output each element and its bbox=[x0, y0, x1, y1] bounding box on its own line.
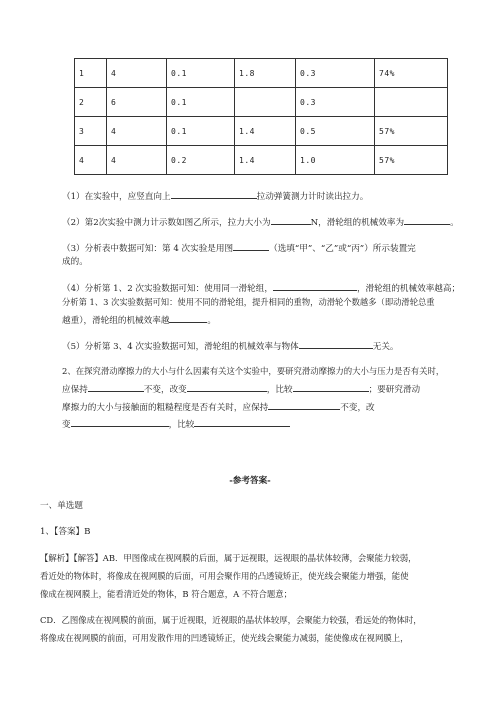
question-2 bbox=[62, 215, 459, 229]
explanation-line: 将像成在视网膜的前面，可用发散作用的凹透镜矫正，使光线会聚能力减弱，能使像成在视网膜上， bbox=[40, 633, 409, 643]
question-text: 越重），滑轮组的机械效率越 bbox=[62, 316, 170, 326]
problem-2-line2 bbox=[62, 382, 420, 396]
answer-blank[interactable] bbox=[169, 313, 207, 323]
question-text: （2）第2次实验中测力计示数如图乙所示，拉力大小为 bbox=[62, 218, 271, 228]
answer-1: 1、【答案】B bbox=[40, 527, 91, 537]
table-row bbox=[75, 59, 448, 88]
question-3-cont bbox=[62, 257, 88, 268]
question-text: 。 bbox=[450, 218, 459, 228]
question-text: 摩擦力的大小与接触面的粗糙程度是否有关时，应保持 bbox=[62, 403, 269, 413]
problem-2-line3 bbox=[62, 400, 375, 414]
question-text: （1）在实验中，应竖直向上 bbox=[62, 192, 171, 202]
table-cell bbox=[235, 88, 296, 117]
table-cell: 57% bbox=[375, 146, 448, 175]
answer-blank[interactable] bbox=[88, 382, 144, 392]
answer-blank[interactable] bbox=[293, 382, 369, 392]
problem-2-line4 bbox=[62, 417, 290, 431]
table-row bbox=[75, 117, 448, 146]
table-cell: 0.5 bbox=[296, 117, 375, 146]
problem-2-line1 bbox=[62, 366, 444, 377]
table-cell: 6 bbox=[107, 88, 167, 117]
question-text: ，滑轮组的机械效率越高； bbox=[356, 284, 461, 294]
table-row bbox=[75, 88, 448, 117]
question-3 bbox=[62, 241, 416, 255]
question-text: 分析第 1、3 次实验数据可知：使用不同的滑轮组，提升相同的重物，动滑轮个数越多（即动滑轮总重 bbox=[62, 297, 435, 307]
question-text: 2、在探究滑动摩擦力的大小与什么因素有关这个实验中，要研究滑动摩擦力的大小与压力是否有关时， bbox=[62, 366, 445, 376]
question-text: ，比较 bbox=[168, 420, 195, 430]
table-row bbox=[75, 146, 448, 175]
answer-blank[interactable] bbox=[171, 189, 257, 199]
table-cell: 1.0 bbox=[296, 146, 375, 175]
table-cell: 4 bbox=[107, 117, 167, 146]
experiment-data-table bbox=[74, 58, 448, 175]
answer-blank[interactable] bbox=[271, 215, 311, 225]
table-cell: 1 bbox=[75, 59, 107, 88]
question-text: 不变，改变 bbox=[143, 385, 187, 395]
answer-blank[interactable] bbox=[233, 241, 269, 251]
question-text: 。 bbox=[207, 316, 217, 326]
table-cell: 0.3 bbox=[296, 59, 375, 88]
question-text: 应保持 bbox=[62, 385, 88, 395]
question-text: ，比较 bbox=[266, 385, 293, 395]
question-5 bbox=[62, 339, 399, 353]
answer-blank[interactable] bbox=[268, 400, 340, 410]
answer-blank[interactable] bbox=[299, 339, 373, 349]
explanation-line: 像成在视网膜上，能看清近处的物体，B 符合题意，A 不符合题意； bbox=[40, 589, 293, 599]
table-cell: 3 bbox=[75, 117, 107, 146]
table-cell: 1.4 bbox=[235, 146, 296, 175]
explanation-line: 【解析】【解答】AB．甲图像成在视网膜的后面，属于远视眼，远视眼的晶状体较薄，会聚能力较弱， bbox=[40, 553, 417, 563]
question-4-line2 bbox=[62, 297, 435, 308]
answer-blank[interactable] bbox=[71, 417, 169, 427]
question-text: （4）分析第 1、2 次实验数据可知：使用同一滑轮组， bbox=[62, 284, 273, 294]
question-text: N，滑轮组的机械效率为 bbox=[310, 218, 405, 228]
answer-blank[interactable] bbox=[273, 281, 357, 291]
answer-blank[interactable] bbox=[404, 215, 450, 225]
table-cell bbox=[375, 88, 448, 117]
table-cell: 0.2 bbox=[167, 146, 235, 175]
table-cell: 0.3 bbox=[296, 88, 375, 117]
question-text: 拉动弹簧测力计时读出拉力。 bbox=[256, 192, 369, 202]
table-cell: 4 bbox=[75, 146, 107, 175]
question-text: ；要研究滑动 bbox=[368, 385, 421, 395]
question-text: （3）分析表中数据可知：第 4 次实验是用图 bbox=[62, 244, 234, 254]
table-cell: 0.1 bbox=[167, 88, 235, 117]
question-text: （选填“甲”、“乙”或“丙”）所示装置完 bbox=[269, 244, 416, 254]
question-text: 成的。 bbox=[62, 257, 88, 267]
table-cell: 4 bbox=[107, 59, 167, 88]
table-cell: 0.1 bbox=[167, 117, 235, 146]
table-cell: 1.8 bbox=[235, 59, 296, 88]
explanation-line: 看近处的物体时，将像成在视网膜的后面，可用会聚作用的凸透镜矫正，使光线会聚能力增强，能使 bbox=[40, 571, 409, 581]
table-cell: 57% bbox=[375, 117, 448, 146]
table-cell: 74% bbox=[375, 59, 448, 88]
question-text: 不变，改 bbox=[340, 403, 375, 413]
table-cell: 0.1 bbox=[167, 59, 235, 88]
table-cell: 4 bbox=[107, 146, 167, 175]
question-4-line3 bbox=[62, 313, 216, 327]
answer-blank[interactable] bbox=[194, 417, 290, 427]
answer-blank[interactable] bbox=[187, 382, 267, 392]
answer-key-title: -参考答案- bbox=[229, 476, 271, 486]
explanation-line: CD．乙图像成在视网膜的前面，属于近视眼，近视眼的晶状体较厚，会聚能力较强，看远处的物体时， bbox=[40, 615, 422, 625]
question-4 bbox=[62, 281, 460, 295]
section-heading: 一、单选题 bbox=[40, 501, 83, 511]
question-text: （5）分析第 3、4 次实验数据可知，滑轮组的机械效率与物体 bbox=[62, 342, 299, 352]
question-text: 变 bbox=[62, 420, 71, 430]
table-cell: 1.4 bbox=[235, 117, 296, 146]
table-cell: 2 bbox=[75, 88, 107, 117]
question-1 bbox=[62, 189, 368, 203]
question-text: 无关。 bbox=[372, 342, 399, 352]
